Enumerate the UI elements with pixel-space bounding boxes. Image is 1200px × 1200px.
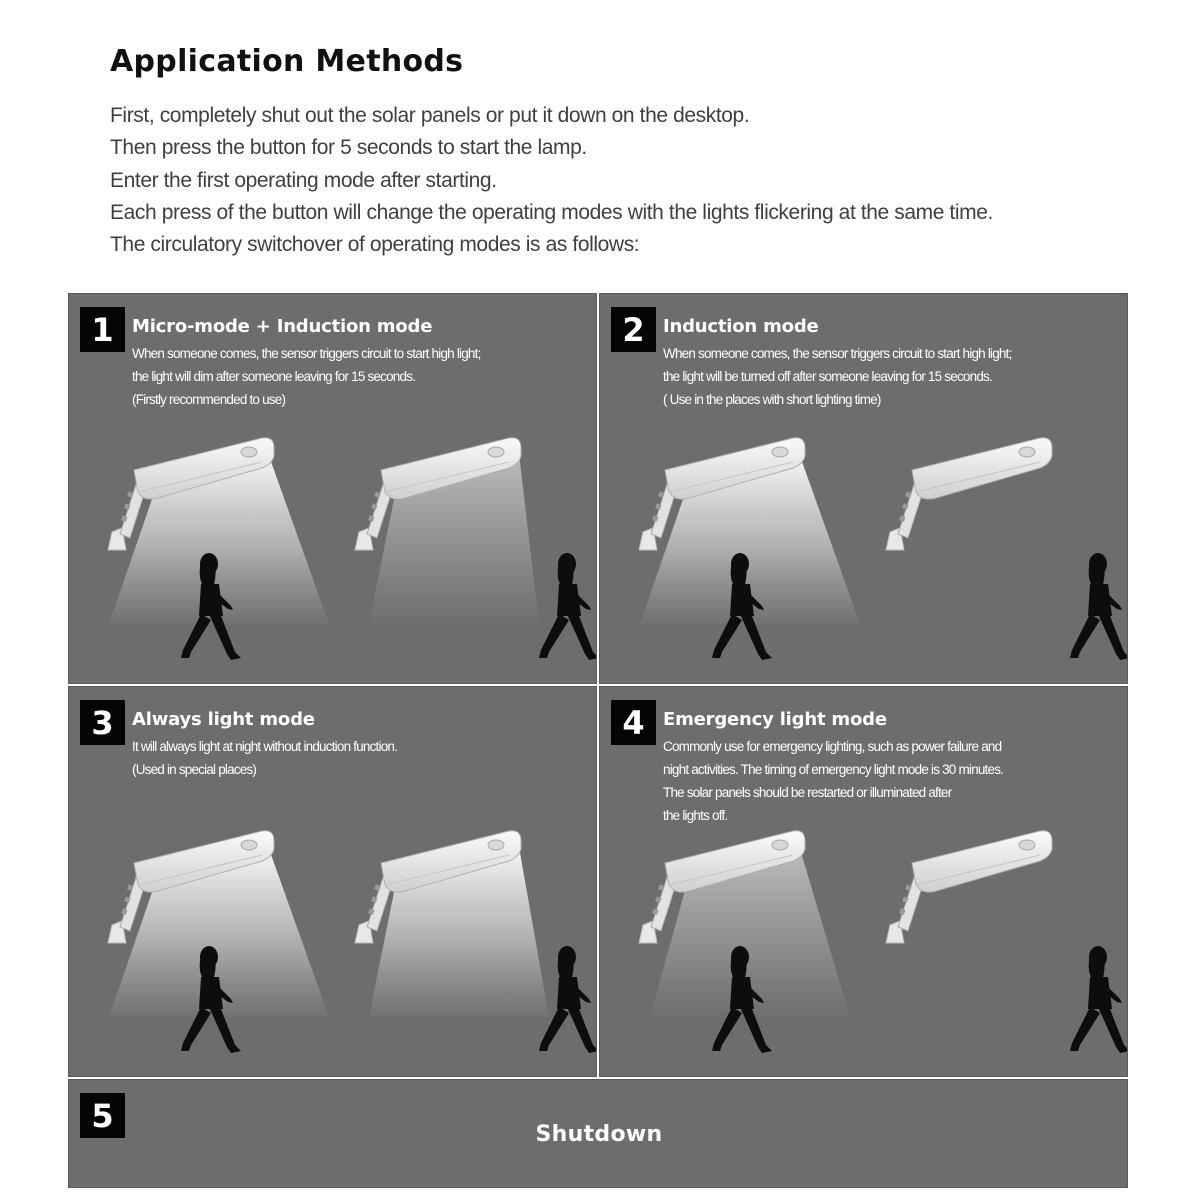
mode-number-badge: 4 xyxy=(611,700,656,745)
mode-number-badge: 2 xyxy=(611,307,656,352)
mode-description-line: night activities. The timing of emergency light mode is 30 minutes. xyxy=(663,762,1004,777)
mode-title: Emergency light mode xyxy=(663,709,887,730)
mode-description-line: the light will dim after someone leaving for 15 seconds. xyxy=(132,369,416,384)
intro-line: Enter the first operating mode after starting. xyxy=(110,168,497,192)
mode-description xyxy=(663,342,1123,411)
mode-panel-4 xyxy=(599,686,1128,1077)
lamp-illustration xyxy=(600,807,1128,1077)
mode-description-line: It will always light at night without induction function. xyxy=(132,739,398,754)
mode-description xyxy=(132,735,592,781)
mode-panel-2 xyxy=(599,293,1128,684)
mode-title: Always light mode xyxy=(132,709,315,730)
mode-description-line: When someone comes, the sensor triggers circuit to start high light; xyxy=(132,346,481,361)
intro-line: Each press of the button will change the operating modes with the lights flickering at the same time. xyxy=(110,200,993,224)
mode-title: Induction mode xyxy=(663,316,819,337)
mode-title: Micro-mode + Induction mode xyxy=(132,316,433,337)
lamp-illustration xyxy=(69,414,597,684)
mode-number-badge: 1 xyxy=(80,307,125,352)
intro-line: Then press the button for 5 seconds to start the lamp. xyxy=(110,136,587,160)
mode-description-line: When someone comes, the sensor triggers circuit to start high light; xyxy=(663,346,1012,361)
lamp-illustration xyxy=(69,807,597,1077)
mode-description xyxy=(132,342,592,411)
mode-panel-1 xyxy=(68,293,597,684)
mode-description-line: ( Use in the places with short lighting time) xyxy=(663,392,881,407)
page-title: Application Methods xyxy=(110,44,464,79)
intro-line: The circulatory switchover of operating modes is as follows: xyxy=(110,233,640,257)
shutdown-label: Shutdown xyxy=(535,1122,663,1147)
mode-description-line: Commonly use for emergency lighting, such as power failure and xyxy=(663,739,1002,754)
mode-panel-5 xyxy=(68,1079,1128,1188)
mode-description-line: (Firstly recommended to use) xyxy=(132,392,286,407)
mode-description-line: The solar panels should be restarted or illuminated after xyxy=(663,785,952,800)
mode-description-line: (Used in special places) xyxy=(132,762,257,777)
intro-line: First, completely shut out the solar panels or put it down on the desktop. xyxy=(110,104,750,127)
lamp-illustration xyxy=(600,414,1128,684)
intro-text xyxy=(110,100,1150,261)
mode-number-badge: 5 xyxy=(80,1093,125,1138)
modes-grid xyxy=(68,293,1128,1188)
mode-number-badge: 3 xyxy=(80,700,125,745)
mode-description-line: the lights off. xyxy=(663,808,728,823)
mode-description-line: the light will be turned off after someone leaving for 15 seconds. xyxy=(663,369,992,384)
mode-panel-3 xyxy=(68,686,597,1077)
